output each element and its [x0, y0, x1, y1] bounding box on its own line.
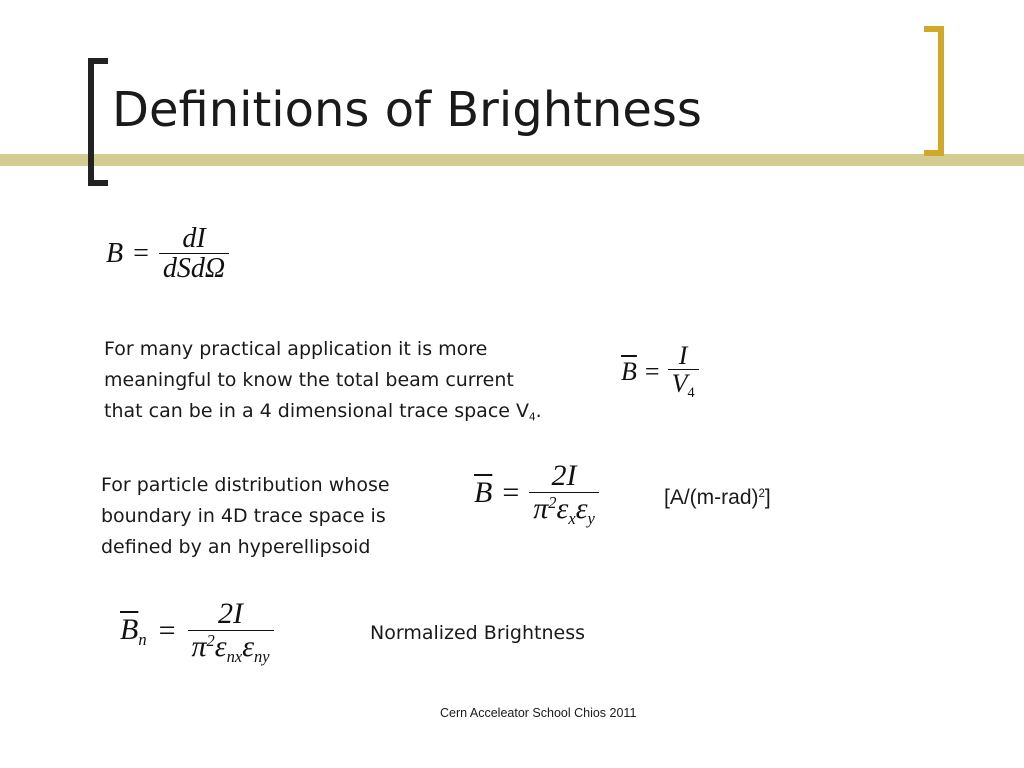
eq3-fraction — [529, 460, 599, 527]
eq3-denominator — [529, 492, 599, 527]
text1-line-b: meaningful to know the total beam current — [104, 369, 514, 391]
eq3-numerator: 2I — [551, 459, 577, 492]
eq4-sub-ny: ny — [254, 646, 270, 666]
eq2-fraction — [668, 342, 699, 401]
eq3-epsilon-x: ε — [556, 491, 569, 525]
eq3-pi-exponent: 2 — [548, 492, 557, 512]
hyperellipsoid-text — [101, 470, 441, 563]
eq4-denominator — [188, 630, 274, 665]
normalized-brightness-equation — [120, 598, 274, 665]
text2-line-a: For particle distribution whose — [101, 474, 390, 496]
eq2-lhs: $\overline{B}$ — [621, 356, 637, 386]
slide-title: Definitions of Brightness — [112, 82, 702, 138]
practical-application-text — [104, 334, 604, 434]
eq1-denominator: dSdΩ — [159, 253, 229, 283]
eq1-equals: = — [133, 237, 149, 269]
text1-line-c-subscript: 4 — [529, 411, 536, 424]
eq3-lhs: $\overline{B}$ — [474, 476, 493, 510]
eq4-equals: = — [158, 614, 176, 648]
eq2-equals: = — [644, 356, 660, 386]
eq4-fraction — [188, 598, 274, 665]
text1-line-c — [104, 396, 604, 434]
left-bracket-decoration — [88, 58, 108, 186]
eq4-numerator: 2I — [218, 597, 244, 630]
text1-line-c-main: that can be in a 4 dimensional trace space V — [104, 400, 529, 422]
units-end: ] — [764, 486, 771, 509]
eq4-epsilon-ny: ε — [242, 629, 255, 663]
eq4-lhs-group — [120, 613, 147, 650]
hyperellipsoid-brightness-equation — [474, 460, 599, 527]
brightness-definition-equation — [106, 224, 229, 284]
eq1-numerator: dI — [182, 223, 206, 254]
eq2-den-main: V — [671, 369, 688, 399]
eq4-lhs: $\overline{B}$ — [120, 612, 139, 646]
text2-line-c: defined by an hyperellipsoid — [101, 536, 371, 558]
eq3-sub-x: x — [568, 508, 576, 528]
eq2-denominator — [668, 369, 699, 401]
text1-line-a: For many practical application it is more — [104, 338, 488, 360]
text1-line-c-period: . — [535, 400, 542, 422]
eq4-pi: π — [191, 629, 207, 663]
eq3-pi: π — [533, 491, 549, 525]
eq4-pi-exponent: 2 — [206, 630, 215, 650]
eq3-epsilon-y: ε — [575, 491, 588, 525]
brightness-units — [664, 486, 771, 510]
average-brightness-equation — [621, 342, 699, 401]
eq4-lhs-subscript: n — [138, 629, 147, 649]
units-exponent: 2 — [758, 488, 765, 501]
normalized-brightness-label: Normalized Brightness — [370, 622, 585, 644]
eq4-epsilon-nx: ε — [214, 629, 227, 663]
eq1-lhs: B — [106, 237, 124, 269]
right-bracket-decoration — [924, 26, 944, 156]
eq2-numerator: I — [678, 341, 688, 370]
title-underline-band — [0, 154, 1024, 166]
eq4-sub-nx: nx — [226, 646, 243, 666]
text2-line-b: boundary in 4D trace space is — [101, 505, 386, 527]
eq3-equals: = — [502, 476, 520, 510]
eq2-den-subscript: 4 — [687, 385, 695, 402]
units-main: [A/(m-rad) — [664, 486, 759, 509]
eq3-sub-y: y — [587, 508, 595, 528]
slide-footer: Cern Acceleator School Chios 2011 — [440, 706, 637, 720]
eq1-fraction — [159, 224, 229, 284]
